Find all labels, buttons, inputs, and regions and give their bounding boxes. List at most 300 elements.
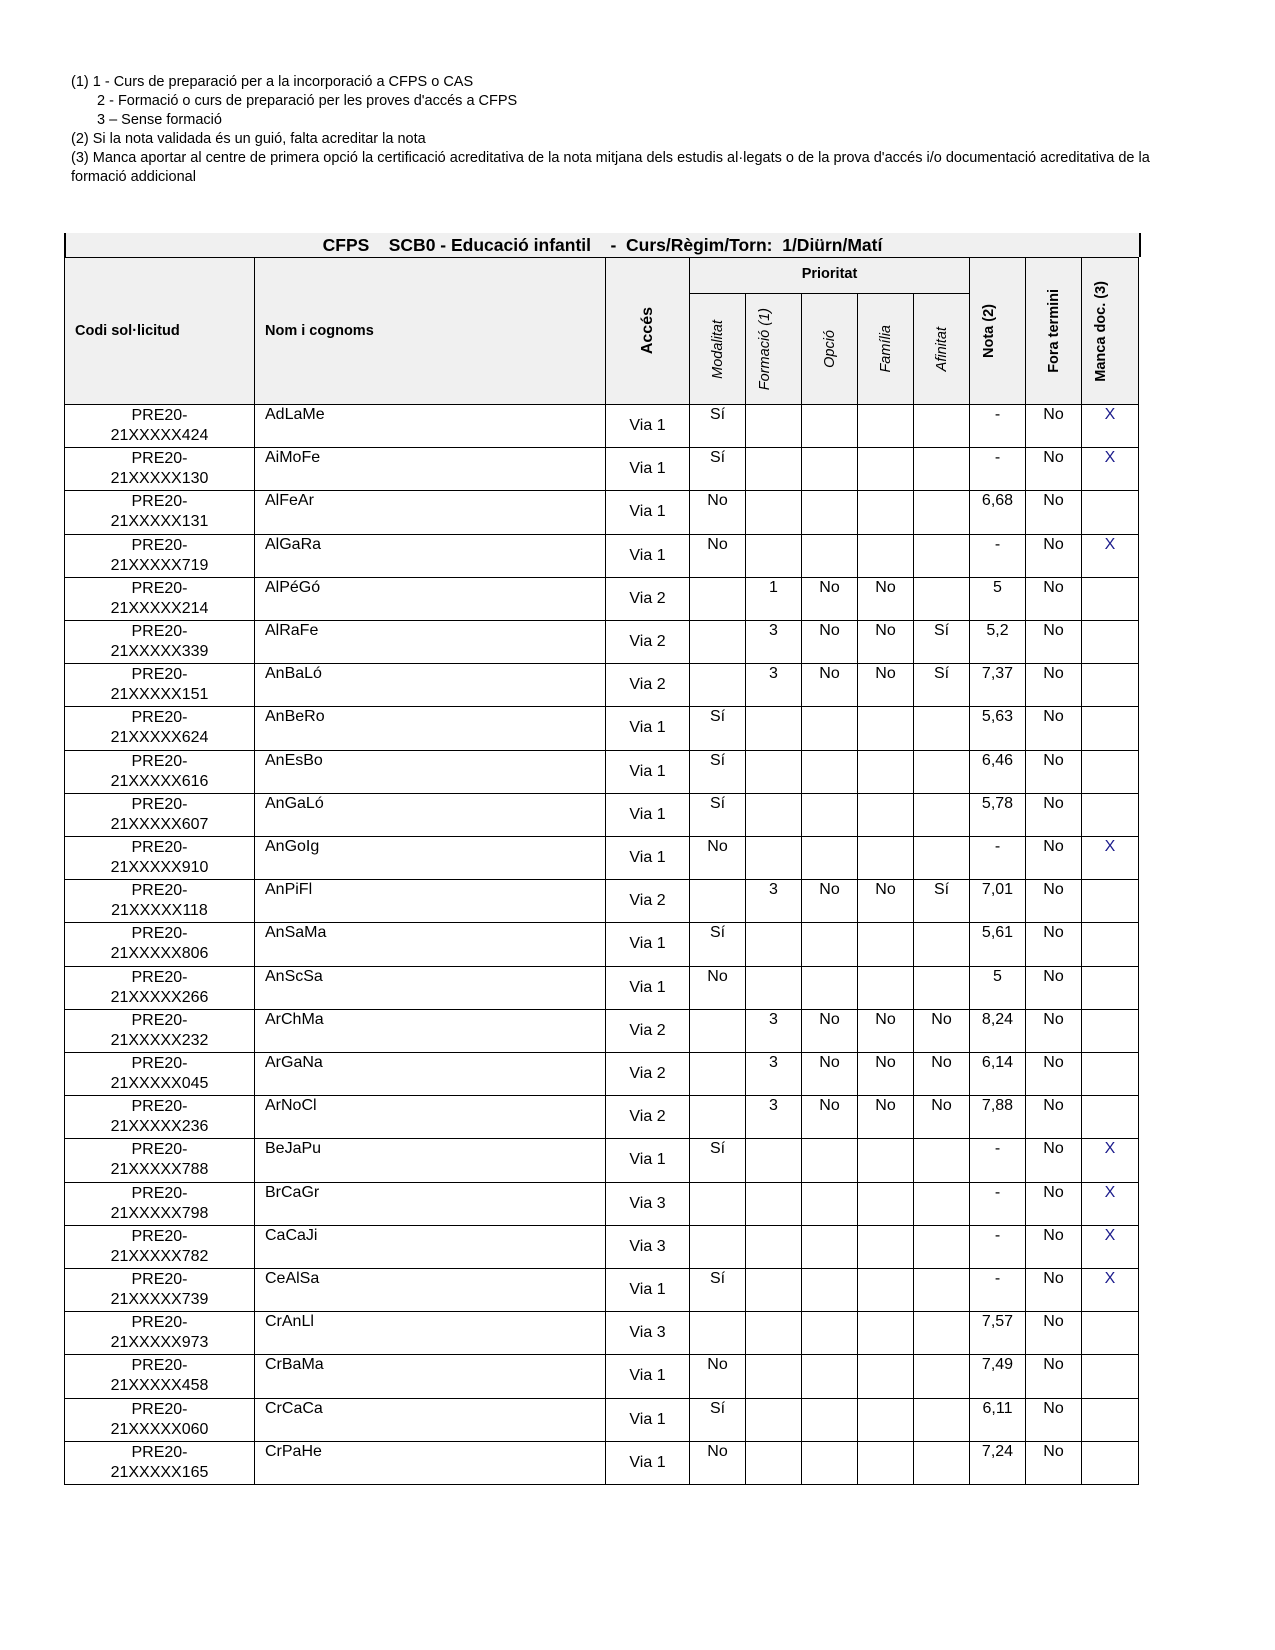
cell-value: 3 [769,622,778,639]
cell-afinitat [913,1138,970,1183]
cell-value: PRE20- 21XXXXX424 [110,407,209,444]
cell-nom [254,966,606,1011]
cell-fora-termini [1025,1398,1082,1443]
cell-value: 3 [769,881,778,899]
cell-value: BrCaGr [265,1183,320,1201]
header-fora-termini [1025,257,1082,405]
cell-formacio [745,1182,802,1227]
cell-fora-termini [1025,1138,1082,1183]
cell-value: 7,24 [981,1442,1014,1460]
cell-value: AnBeRo [265,708,325,726]
header-formacio-label: Formació (1) [756,307,773,391]
header-nota-label: Nota (2) [980,304,997,358]
cell-value: No [1043,622,1064,639]
cell-value: CrPaHe [265,1442,322,1460]
header-manca-label: Manca doc. (3) [1093,280,1109,382]
cell-value: AdLaMe [265,406,325,423]
cell-nota [969,404,1026,449]
cell-value: PRE20- 21XXXXX458 [110,1357,209,1395]
cell-value: No [875,881,896,899]
cell-opcio [801,534,858,579]
cell-afinitat [913,404,970,449]
cell-modalitat [689,1268,746,1313]
cell-codi [64,793,255,838]
cell-modalitat [689,534,746,579]
cell-opcio [801,1182,858,1227]
cell-acces [605,1268,690,1313]
cell-value: Sí [709,1270,726,1287]
header-formacio [745,293,802,405]
cell-nota [969,1052,1026,1097]
cell-value: Sí [709,449,726,467]
note-1-option-3: 3 – Sense formació [97,112,222,128]
cell-opcio [801,793,858,838]
cell-value: No [1043,924,1064,942]
cell-value: No [707,535,728,553]
cell-nom [254,577,606,622]
cell-nota [969,1225,1026,1270]
cell-value: 5,78 [981,794,1014,812]
cell-value: Via 1 [629,762,666,780]
cell-value: PRE20- 21XXXXX131 [110,493,209,531]
cell-value: CaCaJi [265,1226,318,1244]
cell-codi [64,1225,255,1270]
cell-manca-doc [1081,1354,1139,1399]
cell-value: No [1043,1399,1064,1417]
cell-formacio [745,1052,802,1097]
cell-afinitat [913,534,970,579]
cell-nota [969,706,1026,751]
cell-value: No [819,1010,840,1028]
cell-manca-doc [1081,1052,1139,1097]
cell-nom [254,879,606,924]
cell-nota [969,1268,1026,1313]
cell-value: Via 1 [629,1453,666,1471]
cell-acces [605,1398,690,1443]
cell-modalitat [689,1138,746,1183]
cell-acces [605,1441,690,1486]
cell-manca-doc [1081,1138,1139,1183]
missing-doc-mark: X [1104,1183,1116,1201]
cell-fora-termini [1025,490,1082,535]
cell-modalitat [689,750,746,795]
cell-manca-doc [1081,620,1139,665]
cell-acces [605,836,690,881]
cell-opcio [801,750,858,795]
cell-value: Via 1 [629,1281,666,1298]
cell-acces [605,1052,690,1097]
cell-afinitat [913,1268,970,1313]
cell-value: PRE20- 21XXXXX232 [110,1011,209,1049]
cell-codi [64,836,255,881]
cell-value: Via 2 [629,676,666,694]
cell-codi [64,706,255,751]
cell-nota [969,793,1026,838]
cell-manca-doc [1081,447,1139,492]
cell-manca-doc [1081,1441,1139,1486]
header-opcio-label: Opció [821,330,838,368]
cell-value: AnGoIg [265,838,320,855]
cell-value: PRE20- 21XXXXX910 [110,839,209,876]
cell-manca-doc [1081,1398,1139,1443]
cell-fora-termini [1025,534,1082,579]
cell-value: No [1043,794,1064,812]
cell-modalitat [689,620,746,665]
cell-codi [64,922,255,967]
cell-familia [857,836,914,881]
cell-familia [857,1052,914,1097]
missing-doc-mark: X [1104,838,1116,855]
cell-codi [64,534,255,579]
cell-opcio [801,577,858,622]
cell-formacio [745,1354,802,1399]
cell-familia [857,1009,914,1054]
cell-value: Via 1 [629,805,666,823]
cell-nota [969,750,1026,795]
cell-nom [254,1052,606,1097]
cell-value: Sí [709,751,726,769]
cell-value: No [707,967,728,985]
cell-value: PRE20- 21XXXXX214 [110,579,209,617]
cell-value: ArChMa [265,1010,324,1028]
cell-value: No [1043,1226,1064,1244]
cell-value: No [1043,1054,1064,1071]
cell-familia [857,663,914,708]
cell-value: No [875,578,896,596]
cell-nota [969,1441,1026,1486]
cell-opcio [801,620,858,665]
cell-formacio [745,404,802,449]
cell-value: PRE20- 21XXXXX739 [110,1271,209,1308]
cell-nom [254,404,606,449]
cell-nom [254,1268,606,1313]
cell-acces [605,1182,690,1227]
cell-codi [64,404,255,449]
cell-familia [857,620,914,665]
cell-opcio [801,1311,858,1356]
cell-manca-doc [1081,490,1139,535]
cell-afinitat [913,922,970,967]
cell-nom [254,1095,606,1140]
cell-codi [64,1398,255,1443]
cell-familia [857,404,914,449]
cell-value: Via 2 [629,1108,666,1126]
cell-modalitat [689,793,746,838]
cell-nom [254,922,606,967]
cell-value: PRE20- 21XXXXX607 [110,795,209,833]
cell-value: AnGaLó [265,794,324,812]
cell-manca-doc [1081,577,1139,622]
header-manca-doc [1081,257,1139,405]
cell-codi [64,1311,255,1356]
cell-value: No [1043,1010,1064,1028]
cell-value: PRE20- 21XXXXX624 [110,709,209,747]
cell-acces [605,404,690,449]
cell-modalitat [689,577,746,622]
cell-opcio [801,1441,858,1486]
cell-acces [605,706,690,751]
note-3: (3) Manca aportar al centre de primera opció la certificació acreditativa de la nota mitjana dels estudis al·legats o de la prova d'accés i/o documentació acreditativa de la formació addicional [71,150,1150,185]
cell-value: 7,01 [981,881,1014,899]
cell-value: PRE20- 21XXXXX045 [110,1055,209,1092]
cell-value: No [1043,406,1064,423]
cell-acces [605,1138,690,1183]
cell-afinitat [913,620,970,665]
cell-codi [64,1182,255,1227]
cell-value: No [931,1054,952,1071]
cell-value: 3 [769,1010,778,1028]
cell-familia [857,793,914,838]
cell-value: 6,68 [981,492,1014,510]
cell-nota [969,879,1026,924]
header-modalitat-label: Modalitat [709,319,726,379]
cell-afinitat [913,706,970,751]
cell-value: AnBaLó [265,665,322,683]
cell-manca-doc [1081,404,1139,449]
cell-codi [64,1268,255,1313]
cell-fora-termini [1025,966,1082,1011]
cell-formacio [745,922,802,967]
cell-afinitat [913,1009,970,1054]
cell-codi [64,620,255,665]
cell-value: Via 2 [629,589,666,607]
cell-value: Via 1 [629,935,666,953]
cell-value: No [1043,535,1064,553]
cell-modalitat [689,1225,746,1270]
cell-nota [969,1138,1026,1183]
cell-formacio [745,490,802,535]
cell-nota [969,1311,1026,1356]
cell-value: Via 1 [629,1410,666,1428]
missing-doc-mark: X [1104,535,1116,553]
cell-codi [64,1052,255,1097]
cell-opcio [801,1398,858,1443]
cell-formacio [745,966,802,1011]
cell-manca-doc [1081,836,1139,881]
cell-afinitat [913,663,970,708]
cell-value: 5,63 [981,708,1014,726]
cell-fora-termini [1025,1009,1082,1054]
cell-value: No [707,492,728,510]
cell-familia [857,1182,914,1227]
cell-value: Sí [933,881,950,899]
cell-value: 6,14 [981,1054,1014,1071]
cell-codi [64,1095,255,1140]
cell-value: PRE20- 21XXXXX788 [110,1141,209,1179]
cell-formacio [745,836,802,881]
cell-value: - [994,1270,1001,1287]
cell-formacio [745,1138,802,1183]
cell-value: 3 [769,1097,778,1115]
cell-modalitat [689,879,746,924]
cell-nom [254,1441,606,1486]
cell-nom [254,1225,606,1270]
cell-value: No [1043,1097,1064,1115]
cell-value: Via 1 [629,1151,666,1169]
cell-nota [969,1398,1026,1443]
cell-value: PRE20- 21XXXXX130 [110,450,209,488]
cell-nom [254,1182,606,1227]
header-fora-label: Fora termini [1045,289,1062,373]
cell-acces [605,966,690,1011]
cell-fora-termini [1025,447,1082,492]
cell-acces [605,1009,690,1054]
cell-value: Via 1 [629,546,666,564]
cell-value: No [819,1054,840,1071]
cell-fora-termini [1025,1095,1082,1140]
cell-opcio [801,1095,858,1140]
cell-formacio [745,1268,802,1313]
cell-nota [969,1095,1026,1140]
cell-value: No [931,1097,952,1115]
header-prioritat-label: Prioritat [801,266,858,282]
cell-nom [254,534,606,579]
cell-value: No [1043,838,1064,855]
cell-familia [857,1398,914,1443]
cell-value: 6,11 [982,1399,1013,1417]
cell-value: PRE20- 21XXXXX973 [110,1314,209,1352]
cell-acces [605,750,690,795]
cell-acces [605,1311,690,1356]
cell-codi [64,490,255,535]
cell-manca-doc [1081,1225,1139,1270]
cell-afinitat [913,1052,970,1097]
cell-fora-termini [1025,1182,1082,1227]
cell-value: No [1043,449,1064,467]
cell-value: Via 3 [629,1324,666,1342]
cell-afinitat [913,750,970,795]
cell-nom [254,1311,606,1356]
cell-value: 5,2 [986,622,1009,639]
cell-value: No [875,1010,896,1028]
cell-afinitat [913,836,970,881]
cell-nom [254,1009,606,1054]
cell-value: BeJaPu [265,1140,322,1158]
cell-value: No [1043,1270,1064,1287]
cell-familia [857,1268,914,1313]
cell-familia [857,490,914,535]
cell-formacio [745,534,802,579]
cell-afinitat [913,879,970,924]
note-2: (2) Si la nota validada és un guió, falta acreditar la nota [71,131,426,147]
cell-value: Via 1 [629,460,666,478]
cell-fora-termini [1025,1441,1082,1486]
cell-value: - [994,838,1001,855]
cell-codi [64,966,255,1011]
cell-value: 7,57 [981,1313,1014,1331]
cell-value: AlPéGó [265,578,321,596]
cell-familia [857,922,914,967]
cell-formacio [745,1225,802,1270]
header-nom [254,257,606,405]
cell-familia [857,534,914,579]
cell-opcio [801,1052,858,1097]
cell-value: Via 3 [629,1237,666,1255]
cell-value: AnEsBo [265,751,323,769]
cell-value: AnSaMa [265,924,327,942]
cell-value: No [1043,1313,1064,1331]
cell-afinitat [913,1441,970,1486]
cell-acces [605,1095,690,1140]
cell-value: No [1043,1356,1064,1374]
cell-nota [969,1354,1026,1399]
cell-value: 3 [769,1054,778,1071]
missing-doc-mark: X [1104,406,1116,423]
cell-value: Sí [709,1140,726,1158]
cell-value: No [819,665,840,683]
cell-fora-termini [1025,750,1082,795]
missing-doc-mark: X [1104,1270,1116,1287]
cell-opcio [801,404,858,449]
header-modalitat [689,293,746,405]
cell-value: No [875,1054,896,1071]
cell-fora-termini [1025,793,1082,838]
cell-formacio [745,879,802,924]
cell-modalitat [689,447,746,492]
missing-doc-mark: X [1104,1140,1116,1158]
cell-value: - [994,449,1001,467]
cell-value: No [1043,492,1064,510]
cell-value: Via 2 [629,892,666,910]
cell-formacio [745,1095,802,1140]
cell-value: Via 2 [629,633,666,650]
header-nota [969,257,1026,405]
cell-value: Via 1 [629,1367,666,1385]
cell-codi [64,577,255,622]
header-opcio [801,293,858,405]
cell-codi [64,1441,255,1486]
cell-codi [64,750,255,795]
cell-modalitat [689,1311,746,1356]
cell-modalitat [689,836,746,881]
cell-value: PRE20- 21XXXXX151 [110,666,209,704]
cell-fora-termini [1025,836,1082,881]
cell-value: - [994,1226,1001,1244]
cell-fora-termini [1025,404,1082,449]
cell-value: Via 2 [629,1065,666,1082]
cell-opcio [801,879,858,924]
cell-value: No [1043,751,1064,769]
cell-nota [969,620,1026,665]
cell-value: - [994,1140,1001,1158]
cell-manca-doc [1081,1095,1139,1140]
cell-manca-doc [1081,1182,1139,1227]
cell-nota [969,836,1026,881]
cell-value: - [994,406,1001,423]
cell-value: Sí [933,622,950,639]
cell-nota [969,577,1026,622]
cell-value: No [875,1097,896,1115]
cell-familia [857,1311,914,1356]
cell-modalitat [689,1095,746,1140]
cell-nom [254,1354,606,1399]
cell-manca-doc [1081,793,1139,838]
cell-value: Via 3 [629,1194,666,1212]
cell-fora-termini [1025,1311,1082,1356]
note-1: (1) 1 - Curs de preparació per a la incorporació a CFPS o CAS [71,74,474,90]
cell-opcio [801,663,858,708]
cell-codi [64,663,255,708]
footnotes [71,73,1151,187]
cell-value: ArNoCl [265,1097,317,1115]
cell-familia [857,966,914,1011]
cell-value: PRE20- 21XXXXX165 [110,1443,209,1481]
cell-familia [857,1225,914,1270]
cell-acces [605,1225,690,1270]
cell-value: No [819,622,840,639]
cell-value: Sí [709,1399,726,1417]
cell-opcio [801,966,858,1011]
